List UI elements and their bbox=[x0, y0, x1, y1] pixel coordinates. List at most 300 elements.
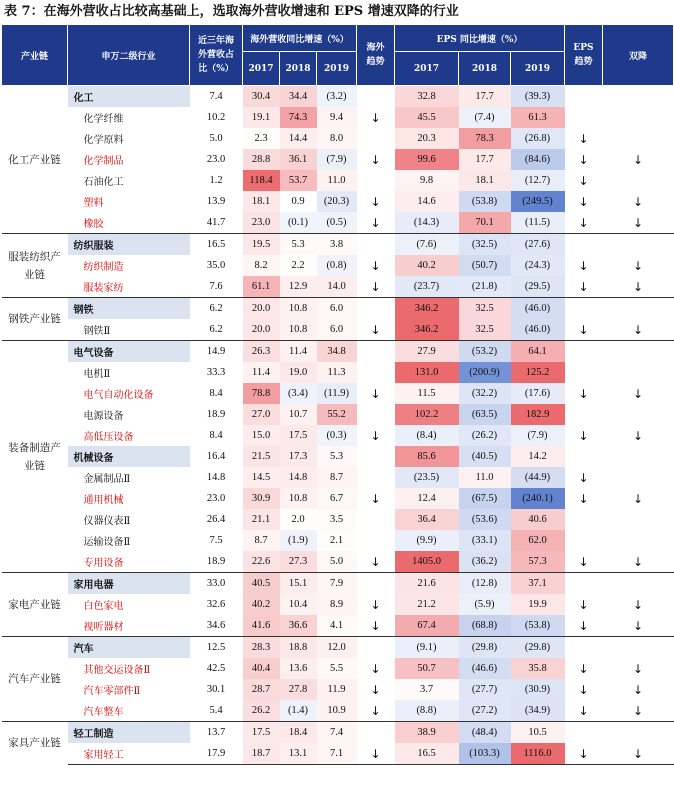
industry-cell: 钢铁 bbox=[68, 298, 190, 320]
share-cell: 14.8 bbox=[206, 472, 226, 483]
double-decline-cell: ↓ bbox=[632, 597, 644, 612]
industry-cell: 汽车 bbox=[68, 637, 190, 659]
eps-growth-cell: 17.7 bbox=[459, 149, 511, 170]
rev-growth-cell: (1.4) bbox=[280, 700, 317, 722]
rev-growth-cell: 8.7 bbox=[243, 530, 280, 551]
double-decline-cell: ↓ bbox=[632, 386, 644, 401]
chain-cell: 家具产业链 bbox=[2, 722, 68, 765]
table-row bbox=[2, 658, 674, 679]
eps-trend-cell: ↓ bbox=[578, 215, 589, 230]
share-cell: 7.6 bbox=[209, 281, 223, 292]
table-row bbox=[2, 212, 674, 234]
rev-growth-cell: (3.2) bbox=[317, 86, 357, 108]
header-rev-year: 2017 bbox=[243, 52, 280, 86]
share-cell: 42.5 bbox=[206, 663, 226, 674]
rev-growth-cell: 17.5 bbox=[243, 722, 280, 744]
rev-growth-cell: 34.4 bbox=[280, 86, 317, 108]
eps-growth-cell: 1405.0 bbox=[395, 551, 459, 573]
eps-growth-cell: (53.6) bbox=[459, 509, 511, 530]
rev-growth-cell: 27.8 bbox=[280, 679, 317, 700]
eps-trend-cell: ↓ bbox=[578, 554, 589, 569]
share-cell: 12.5 bbox=[190, 637, 243, 659]
rev-growth-cell: 34.8 bbox=[317, 341, 357, 363]
rev-trend-cell bbox=[357, 234, 395, 256]
industry-cell: 其他交运设备Ⅱ bbox=[83, 665, 151, 676]
rev-growth-cell: 5.3 bbox=[280, 234, 317, 256]
table-row bbox=[2, 191, 674, 212]
eps-trend-cell bbox=[565, 530, 603, 551]
header-rev-year: 2019 bbox=[317, 52, 357, 86]
eps-growth-cell: (48.4) bbox=[459, 722, 511, 744]
rev-trend-cell: ↓ bbox=[370, 682, 381, 697]
rev-growth-cell: 8.2 bbox=[243, 255, 280, 276]
eps-growth-cell: 67.4 bbox=[395, 615, 459, 637]
rev-growth-cell: 41.6 bbox=[243, 615, 280, 637]
eps-growth-cell: 346.2 bbox=[395, 319, 459, 341]
rev-growth-cell: 14.5 bbox=[243, 467, 280, 488]
double-decline-cell bbox=[603, 107, 674, 128]
eps-growth-cell: 18.1 bbox=[459, 170, 511, 191]
eps-growth-cell: (63.5) bbox=[459, 404, 511, 425]
eps-growth-cell: 21.2 bbox=[395, 594, 459, 615]
share-cell: 16.5 bbox=[190, 234, 243, 256]
double-decline-cell: ↓ bbox=[632, 258, 644, 273]
rev-growth-cell: 28.3 bbox=[243, 637, 280, 659]
share-cell: 18.9 bbox=[206, 409, 226, 420]
industry-cell: 纺织服装 bbox=[68, 234, 190, 256]
eps-growth-cell: (53.8) bbox=[511, 615, 565, 637]
eps-growth-cell: (7.9) bbox=[511, 425, 565, 446]
rev-growth-cell: 26.3 bbox=[243, 341, 280, 363]
eps-growth-cell: 16.5 bbox=[395, 743, 459, 765]
rev-growth-cell: 18.4 bbox=[280, 722, 317, 744]
rev-growth-cell: (0.8) bbox=[317, 255, 357, 276]
rev-growth-cell: 14.4 bbox=[280, 128, 317, 149]
double-decline-cell bbox=[603, 298, 674, 320]
share-cell: 1.2 bbox=[209, 175, 223, 186]
rev-trend-cell bbox=[357, 170, 395, 191]
rev-growth-cell: 11.0 bbox=[317, 170, 357, 191]
table-row bbox=[2, 637, 674, 659]
double-decline-cell: ↓ bbox=[632, 279, 644, 294]
eps-growth-cell: (27.2) bbox=[459, 700, 511, 722]
table-row bbox=[2, 679, 674, 700]
rev-growth-cell: 36.6 bbox=[280, 615, 317, 637]
rev-growth-cell: 28.8 bbox=[243, 149, 280, 170]
table-row bbox=[2, 700, 674, 722]
rev-growth-cell: 12.9 bbox=[280, 276, 317, 298]
share-cell: 30.1 bbox=[206, 684, 226, 695]
rev-growth-cell: 10.8 bbox=[280, 298, 317, 320]
rev-growth-cell: 27.0 bbox=[243, 404, 280, 425]
table-row bbox=[2, 551, 674, 573]
industry-cell: 白色家电 bbox=[83, 601, 124, 612]
eps-growth-cell: 38.9 bbox=[395, 722, 459, 744]
rev-growth-cell: 27.3 bbox=[280, 551, 317, 573]
eps-trend-cell bbox=[565, 234, 603, 256]
rev-growth-cell: 13.6 bbox=[280, 658, 317, 679]
eps-growth-cell: 131.0 bbox=[395, 362, 459, 383]
eps-growth-cell: 10.5 bbox=[511, 722, 565, 744]
table-row bbox=[2, 128, 674, 149]
rev-trend-cell: ↓ bbox=[370, 279, 381, 294]
rev-growth-cell: 53.7 bbox=[280, 170, 317, 191]
table-row bbox=[2, 255, 674, 276]
industry-cell: 通用机械 bbox=[83, 495, 124, 506]
rev-growth-cell: (0.3) bbox=[317, 425, 357, 446]
industry-cell: 服装家纺 bbox=[83, 283, 124, 294]
eps-growth-cell: (46.6) bbox=[459, 658, 511, 679]
eps-trend-cell bbox=[565, 362, 603, 383]
eps-trend-cell: ↓ bbox=[578, 322, 589, 337]
share-cell: 5.0 bbox=[209, 133, 223, 144]
table-row bbox=[2, 446, 674, 467]
double-decline-cell: ↓ bbox=[632, 618, 644, 633]
header-industry: 申万二级行业 bbox=[68, 25, 190, 86]
rev-growth-cell: 74.3 bbox=[280, 107, 317, 128]
rev-trend-cell bbox=[357, 362, 395, 383]
share-cell: 14.9 bbox=[190, 341, 243, 363]
industry-cell: 电气自动化设备 bbox=[83, 390, 154, 401]
table-row bbox=[2, 722, 674, 744]
rev-growth-cell: 40.4 bbox=[243, 658, 280, 679]
double-decline-cell: ↓ bbox=[632, 322, 644, 337]
double-decline-cell bbox=[603, 509, 674, 530]
rev-growth-cell: 61.1 bbox=[243, 276, 280, 298]
double-decline-cell bbox=[603, 170, 674, 191]
share-cell: 16.4 bbox=[206, 451, 226, 462]
rev-growth-cell: 10.8 bbox=[280, 488, 317, 509]
table-row bbox=[2, 615, 674, 637]
rev-growth-cell: 9.4 bbox=[317, 107, 357, 128]
rev-trend-cell: ↓ bbox=[370, 661, 381, 676]
eps-growth-cell: 40.6 bbox=[511, 509, 565, 530]
table-row bbox=[2, 425, 674, 446]
eps-growth-cell: (8.4) bbox=[395, 425, 459, 446]
eps-growth-cell: (26.2) bbox=[459, 425, 511, 446]
rev-growth-cell: 13.1 bbox=[280, 743, 317, 765]
industry-cell: 电机Ⅱ bbox=[83, 369, 111, 380]
industry-cell: 家用轻工 bbox=[68, 743, 190, 765]
table-row bbox=[2, 149, 674, 170]
rev-trend-cell: ↓ bbox=[370, 491, 381, 506]
eps-trend-cell bbox=[565, 446, 603, 467]
rev-trend-cell bbox=[357, 722, 395, 744]
eps-trend-cell: ↓ bbox=[578, 661, 589, 676]
share-cell: 32.6 bbox=[206, 599, 226, 610]
share-cell: 6.2 bbox=[209, 324, 223, 335]
share-cell: 6.2 bbox=[190, 298, 243, 320]
table-row bbox=[2, 362, 674, 383]
eps-growth-cell: 70.1 bbox=[459, 212, 511, 234]
eps-growth-cell: (53.8) bbox=[459, 191, 511, 212]
rev-growth-cell: 2.0 bbox=[291, 514, 305, 525]
eps-growth-cell: 57.3 bbox=[511, 551, 565, 573]
rev-growth-cell: 5.5 bbox=[317, 658, 357, 679]
share-cell: 7.5 bbox=[209, 535, 223, 546]
rev-growth-cell: 11.4 bbox=[243, 362, 280, 383]
double-decline-cell bbox=[603, 722, 674, 744]
double-decline-cell: ↓ bbox=[632, 215, 644, 230]
table-row bbox=[2, 341, 674, 363]
eps-trend-cell bbox=[565, 86, 603, 108]
rev-growth-cell: 30.9 bbox=[243, 488, 280, 509]
eps-trend-cell: ↓ bbox=[565, 743, 603, 765]
eps-growth-cell: 32.8 bbox=[395, 86, 459, 108]
rev-trend-cell bbox=[357, 637, 395, 659]
rev-growth-cell: 40.2 bbox=[243, 594, 280, 615]
eps-growth-cell: (53.2) bbox=[459, 341, 511, 363]
eps-growth-cell: (23.5) bbox=[395, 467, 459, 488]
rev-trend-cell bbox=[357, 509, 395, 530]
rev-growth-cell: 12.0 bbox=[317, 637, 357, 659]
eps-trend-cell: ↓ bbox=[578, 194, 589, 209]
eps-trend-cell: ↓ bbox=[578, 618, 589, 633]
eps-growth-cell: (30.9) bbox=[511, 679, 565, 700]
rev-growth-cell: 3.8 bbox=[317, 234, 357, 256]
industry-cell: 专用设备 bbox=[83, 558, 124, 569]
table-body bbox=[2, 86, 674, 765]
industry-cell: 化学原料 bbox=[83, 135, 124, 146]
table-row bbox=[2, 86, 674, 108]
rev-growth-cell: 78.8 bbox=[243, 383, 280, 404]
table-header bbox=[2, 25, 674, 86]
share-cell: 13.9 bbox=[206, 196, 226, 207]
eps-growth-cell: 20.3 bbox=[395, 128, 459, 149]
eps-growth-cell: 36.4 bbox=[395, 509, 459, 530]
double-decline-cell bbox=[603, 128, 674, 149]
rev-growth-cell: 14.0 bbox=[317, 276, 357, 298]
double-decline-cell: ↓ bbox=[632, 554, 644, 569]
share-cell: 8.4 bbox=[209, 430, 223, 441]
industry-cell: 化学纤维 bbox=[83, 114, 124, 125]
eps-growth-cell: 19.9 bbox=[511, 594, 565, 615]
eps-trend-cell bbox=[565, 298, 603, 320]
eps-growth-cell: 102.2 bbox=[395, 404, 459, 425]
eps-growth-cell: (200.9) bbox=[459, 362, 511, 383]
eps-trend-cell: ↓ bbox=[578, 597, 589, 612]
eps-growth-cell: 35.8 bbox=[511, 658, 565, 679]
eps-growth-cell: (68.8) bbox=[459, 615, 511, 637]
header-rev-trend: 海外趋势 bbox=[357, 25, 395, 86]
rev-trend-cell: ↓ bbox=[370, 703, 381, 718]
industry-cell: 高低压设备 bbox=[83, 432, 134, 443]
rev-trend-cell: ↓ bbox=[370, 386, 381, 401]
rev-trend-cell bbox=[357, 446, 395, 467]
rev-trend-cell bbox=[357, 467, 395, 488]
industry-cell: 化工 bbox=[68, 86, 190, 108]
table-row bbox=[2, 170, 674, 191]
eps-trend-cell: ↓ bbox=[578, 428, 589, 443]
eps-growth-cell: 11.0 bbox=[459, 467, 511, 488]
eps-growth-cell: 61.3 bbox=[511, 107, 565, 128]
double-decline-cell: ↓ bbox=[632, 152, 644, 167]
eps-growth-cell: (12.7) bbox=[511, 170, 565, 191]
eps-growth-cell: 1116.0 bbox=[511, 743, 565, 765]
rev-growth-cell: 118.4 bbox=[243, 170, 280, 191]
double-decline-cell bbox=[603, 446, 674, 467]
eps-trend-cell: ↓ bbox=[578, 131, 589, 146]
rev-growth-cell: 7.9 bbox=[317, 573, 357, 595]
header-chain: 产业链 bbox=[2, 25, 68, 86]
rev-growth-cell: (7.9) bbox=[317, 149, 357, 170]
table-row bbox=[2, 107, 674, 128]
eps-growth-cell: (17.6) bbox=[511, 383, 565, 404]
eps-growth-cell: 27.9 bbox=[395, 341, 459, 363]
chain-cell: 化工产业链 bbox=[2, 86, 68, 234]
rev-growth-cell: 2.3 bbox=[254, 133, 268, 144]
rev-growth-cell: 30.4 bbox=[243, 86, 280, 108]
table-row bbox=[2, 594, 674, 615]
table-row bbox=[2, 298, 674, 320]
share-cell: 41.7 bbox=[206, 217, 226, 228]
industry-cell: 金属制品Ⅱ bbox=[83, 474, 131, 485]
double-decline-cell: ↓ bbox=[632, 428, 644, 443]
rev-growth-cell: 11.3 bbox=[317, 362, 357, 383]
rev-growth-cell: 7.4 bbox=[317, 722, 357, 744]
eps-trend-cell bbox=[565, 722, 603, 744]
rev-growth-cell: 6.7 bbox=[317, 488, 357, 509]
rev-growth-cell: 5.3 bbox=[317, 446, 357, 467]
eps-growth-cell: 125.2 bbox=[511, 362, 565, 383]
rev-trend-cell bbox=[357, 530, 395, 551]
rev-growth-cell: 2.1 bbox=[329, 535, 344, 546]
eps-growth-cell: 17.7 bbox=[459, 86, 511, 108]
eps-growth-cell: (9.9) bbox=[395, 530, 459, 551]
eps-trend-cell bbox=[565, 573, 603, 595]
industry-cell: 化学制品 bbox=[83, 156, 124, 167]
eps-growth-cell: 99.6 bbox=[395, 149, 459, 170]
rev-growth-cell: 5.0 bbox=[317, 551, 357, 573]
rev-trend-cell bbox=[357, 573, 395, 595]
eps-growth-cell: (50.7) bbox=[459, 255, 511, 276]
eps-growth-cell: (24.3) bbox=[511, 255, 565, 276]
eps-growth-cell: (23.7) bbox=[395, 276, 459, 298]
eps-growth-cell: (11.5) bbox=[511, 212, 565, 234]
eps-trend-cell: ↓ bbox=[578, 491, 589, 506]
eps-growth-cell: 32.5 bbox=[459, 319, 511, 341]
eps-growth-cell: (240.1) bbox=[511, 488, 565, 509]
chain-cell: 汽车产业链 bbox=[2, 637, 68, 722]
eps-growth-cell: 50.7 bbox=[395, 658, 459, 679]
double-decline-cell: ↓ bbox=[632, 682, 644, 697]
eps-growth-cell: (46.0) bbox=[511, 319, 565, 341]
chain-cell: 钢铁产业链 bbox=[2, 298, 68, 341]
rev-growth-cell: (20.3) bbox=[317, 191, 357, 212]
industry-cell: 汽车整车 bbox=[83, 707, 124, 718]
eps-growth-cell: (29.8) bbox=[459, 637, 511, 659]
double-decline-cell: ↓ bbox=[632, 491, 644, 506]
rev-trend-cell: ↓ bbox=[370, 258, 381, 273]
rev-growth-cell: 15.1 bbox=[280, 573, 317, 595]
rev-growth-cell: 4.1 bbox=[317, 615, 357, 637]
double-decline-cell bbox=[603, 341, 674, 363]
eps-trend-cell bbox=[565, 509, 603, 530]
share-cell: 34.6 bbox=[206, 620, 226, 631]
eps-growth-cell: (67.5) bbox=[459, 488, 511, 509]
industry-cell: 视听器材 bbox=[83, 622, 124, 633]
rev-trend-cell: ↓ bbox=[370, 215, 381, 230]
industry-cell: 钢铁Ⅱ bbox=[83, 326, 111, 337]
rev-trend-cell: ↓ bbox=[370, 194, 381, 209]
industry-cell: 电气设备 bbox=[68, 341, 190, 363]
share-cell: 23.0 bbox=[206, 154, 226, 165]
rev-growth-cell: 20.0 bbox=[243, 319, 280, 341]
industry-cell: 运输设备Ⅱ bbox=[83, 537, 131, 548]
eps-growth-cell: (249.5) bbox=[511, 191, 565, 212]
eps-trend-cell: ↓ bbox=[578, 152, 589, 167]
rev-trend-cell bbox=[357, 128, 395, 149]
share-cell: 10.2 bbox=[206, 112, 226, 123]
eps-growth-cell: 12.4 bbox=[395, 488, 459, 509]
double-decline-cell bbox=[603, 637, 674, 659]
eps-growth-cell: 21.6 bbox=[395, 573, 459, 595]
eps-growth-cell: 85.6 bbox=[395, 446, 459, 467]
eps-growth-cell: 182.9 bbox=[511, 404, 565, 425]
share-cell: 17.9 bbox=[190, 743, 243, 765]
rev-growth-cell: 23.0 bbox=[243, 212, 280, 234]
header-eps-year: 2017 bbox=[395, 52, 459, 86]
double-decline-cell: ↓ bbox=[603, 743, 674, 765]
industry-cell: 纺织制造 bbox=[83, 262, 124, 273]
rev-trend-cell: ↓ bbox=[370, 597, 381, 612]
rev-growth-cell: 0.9 bbox=[291, 196, 305, 207]
share-cell: 5.4 bbox=[209, 705, 223, 716]
rev-growth-cell: 19.1 bbox=[243, 107, 280, 128]
eps-growth-cell: 9.8 bbox=[395, 170, 459, 191]
table-row bbox=[2, 530, 674, 551]
share-cell: 33.3 bbox=[206, 367, 226, 378]
rev-trend-cell: ↓ bbox=[370, 428, 381, 443]
table-row bbox=[2, 276, 674, 298]
table-title: 表 7：在海外营收占比较高基础上，选取海外营收增速和 EPS 增速双降的行业 bbox=[4, 4, 459, 19]
share-cell: 26.4 bbox=[206, 514, 226, 525]
eps-trend-cell: ↓ bbox=[578, 470, 589, 485]
double-decline-cell bbox=[603, 86, 674, 108]
table-row bbox=[2, 743, 674, 765]
eps-growth-cell: (27.7) bbox=[459, 679, 511, 700]
double-decline-cell bbox=[603, 467, 674, 488]
rev-growth-cell: 21.5 bbox=[243, 446, 280, 467]
rev-growth-cell: 55.2 bbox=[317, 404, 357, 425]
rev-growth-cell: 2.2 bbox=[291, 260, 305, 271]
eps-growth-cell: (29.8) bbox=[511, 637, 565, 659]
rev-trend-cell: ↓ bbox=[357, 743, 395, 765]
industry-cell: 轻工制造 bbox=[68, 722, 190, 744]
industry-table bbox=[1, 24, 674, 765]
rev-growth-cell: 8.9 bbox=[317, 594, 357, 615]
rev-growth-cell: 10.7 bbox=[280, 404, 317, 425]
rev-growth-cell: 18.8 bbox=[280, 637, 317, 659]
rev-growth-cell: 8.0 bbox=[317, 128, 357, 149]
rev-trend-cell: ↓ bbox=[370, 110, 381, 125]
double-decline-cell: ↓ bbox=[632, 661, 644, 676]
share-cell: 35.0 bbox=[206, 260, 226, 271]
industry-cell: 橡胶 bbox=[83, 219, 104, 230]
chain-cell: 家电产业链 bbox=[2, 573, 68, 637]
header-eps-year: 2018 bbox=[459, 52, 511, 86]
rev-growth-cell: 18.1 bbox=[243, 191, 280, 212]
table-row bbox=[2, 509, 674, 530]
eps-growth-cell: 40.2 bbox=[395, 255, 459, 276]
table-row bbox=[2, 467, 674, 488]
header-double: 双降 bbox=[603, 25, 674, 86]
eps-growth-cell: 62.0 bbox=[511, 530, 565, 551]
eps-growth-cell: 32.5 bbox=[459, 298, 511, 320]
eps-trend-cell bbox=[565, 341, 603, 363]
rev-growth-cell: 6.0 bbox=[317, 319, 357, 341]
eps-trend-cell: ↓ bbox=[578, 682, 589, 697]
